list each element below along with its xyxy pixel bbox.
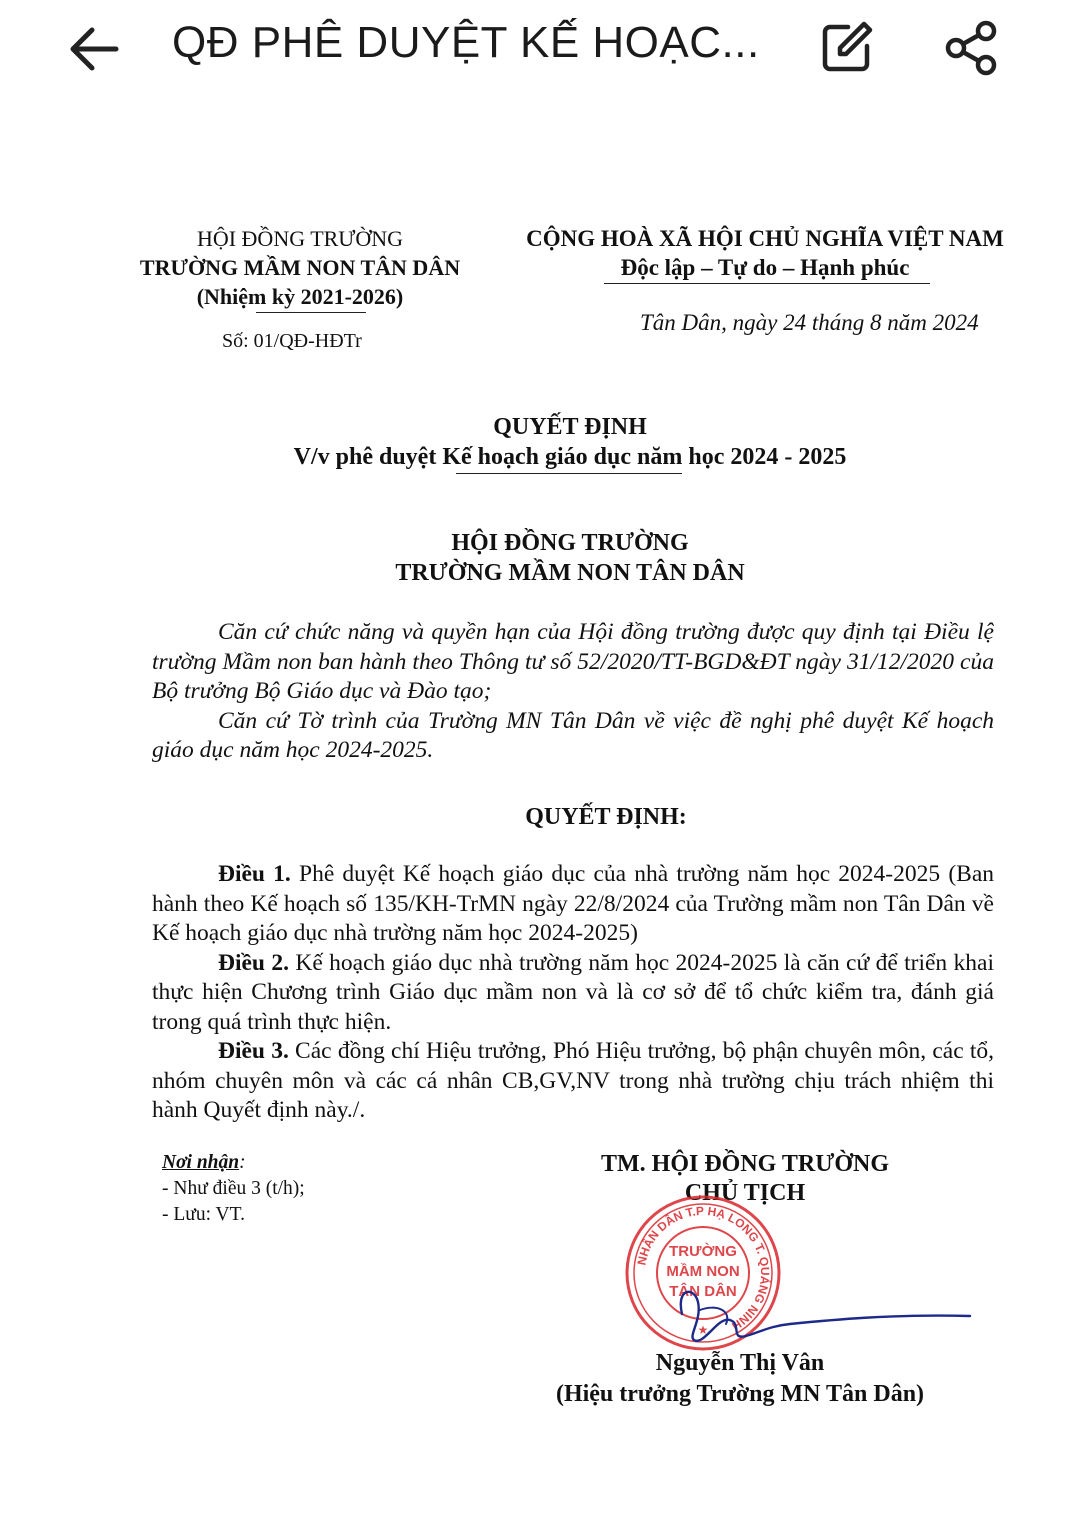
date-line: Tân Dân, ngày 24 tháng 8 năm 2024 bbox=[640, 310, 979, 335]
header-right bbox=[500, 224, 1030, 282]
decision-title bbox=[180, 412, 960, 472]
articles-section bbox=[152, 860, 994, 1126]
divider bbox=[604, 283, 930, 284]
edit-icon[interactable] bbox=[818, 20, 874, 76]
recipients bbox=[162, 1150, 305, 1228]
article-label: Điều 3. bbox=[218, 1038, 289, 1064]
country-name: CỘNG HOÀ XÃ HỘI CHỦ NGHĨA VIỆT NAM bbox=[526, 226, 1004, 251]
signature-role: CHỦ TỊCH bbox=[684, 1180, 806, 1206]
basis-section bbox=[152, 618, 994, 766]
basis-paragraph: Căn cứ Tờ trình của Trường MN Tân Dân về việc đề nghị phê duyệt Kế hoạch giáo dục năm học 2024-2025. bbox=[152, 707, 994, 763]
back-arrow-icon[interactable] bbox=[62, 20, 126, 78]
issuer-title bbox=[180, 528, 960, 588]
motto: Độc lập – Tự do – Hạnh phúc bbox=[620, 255, 910, 280]
school-name: TRƯỜNG MẦM NON TÂN DÂN bbox=[139, 255, 461, 280]
signer-position: (Hiệu trưởng Trường MN Tân Dân) bbox=[555, 1381, 925, 1407]
decision-subject: V/v phê duyệt Kế hoạch giáo dục năm học 2024 - 2025 bbox=[293, 444, 847, 470]
svg-text:NHÂN DÂN T.P HẠ LONG T. QUẢNG: NHÂN DÂN T.P HẠ LONG T. QUẢNG NINH bbox=[634, 1203, 773, 1334]
council-name: HỘI ĐỒNG TRƯỜNG bbox=[196, 226, 404, 251]
document-number: Số: 01/QĐ-HĐTr bbox=[222, 330, 362, 352]
share-icon[interactable] bbox=[940, 20, 1002, 76]
article-3 bbox=[152, 1037, 994, 1126]
article-text: Kế hoạch giáo dục nhà trường năm học 2024-2025 là căn cứ để triển khai thực hiện Chương trình Giáo dục mầm non và là cơ sở để tổ chức kiểm tra, đánh giá trong quá trình thực hiện. bbox=[152, 949, 995, 1035]
term: (Nhiệm kỳ 2021-2026) bbox=[196, 284, 404, 309]
document-page bbox=[0, 100, 1070, 1531]
issuer-line2: TRƯỜNG MẦM NON TÂN DÂN bbox=[395, 560, 745, 586]
article-label: Điều 1. bbox=[218, 861, 291, 887]
decision-heading: QUYẾT ĐỊNH bbox=[493, 414, 647, 440]
signer-name: Nguyễn Thị Vân bbox=[655, 1350, 825, 1376]
signature-org: TM. HỘI ĐỒNG TRƯỜNG bbox=[600, 1151, 889, 1177]
svg-text:MẦM NON: MẦM NON bbox=[666, 1263, 740, 1280]
signer bbox=[520, 1348, 960, 1410]
header-left bbox=[110, 224, 490, 311]
recipients-heading: Nơi nhận: bbox=[162, 1152, 246, 1173]
recipient-item: - Lưu: VT. bbox=[162, 1204, 245, 1225]
article-text: Các đồng chí Hiệu trưởng, Phó Hiệu trưởng, bộ phận chuyên môn, các tổ, nhóm chuyên môn và các cá nhân CB,GV,NV trong nhà trường chịu trách nhiệm thi hành Quyết định này./. bbox=[152, 1038, 994, 1123]
issuer-line1: HỘI ĐỒNG TRƯỜNG bbox=[451, 530, 689, 556]
divider bbox=[456, 473, 682, 474]
document-title: QĐ PHÊ DUYỆT KẾ HOẠC... bbox=[172, 18, 760, 67]
svg-text:★: ★ bbox=[697, 1323, 709, 1337]
svg-text:TÂN DÂN: TÂN DÂN bbox=[669, 1283, 737, 1300]
article-1 bbox=[152, 860, 994, 949]
article-label: Điều 2. bbox=[218, 949, 289, 976]
svg-text:TRƯỜNG: TRƯỜNG bbox=[669, 1243, 737, 1260]
article-2 bbox=[152, 949, 994, 1038]
recipient-item: - Như điều 3 (t/h); bbox=[162, 1178, 305, 1199]
decision-heading-2: QUYẾT ĐỊNH: bbox=[525, 804, 687, 830]
basis-paragraph: Căn cứ chức năng và quyền hạn của Hội đồng trường được quy định tại Điều lệ trường Mầm non ban hành theo Thông tư số 52/2020/TT-BGD&ĐT ngày 31/12/2020 của Bộ trưởng Bộ Giáo dục và Đào tạo; bbox=[152, 619, 994, 704]
app-bar bbox=[0, 0, 1070, 100]
article-text: Phê duyệt Kế hoạch giáo dục của nhà trường năm học 2024-2025 (Ban hành theo Kế hoạch số 135/KH-TrMN ngày 22/8/2024 của Trường mầm non Tân Dân về Kế hoạch giáo dục nhà trường năm học 2024-2025) bbox=[152, 861, 994, 946]
divider bbox=[256, 312, 366, 313]
